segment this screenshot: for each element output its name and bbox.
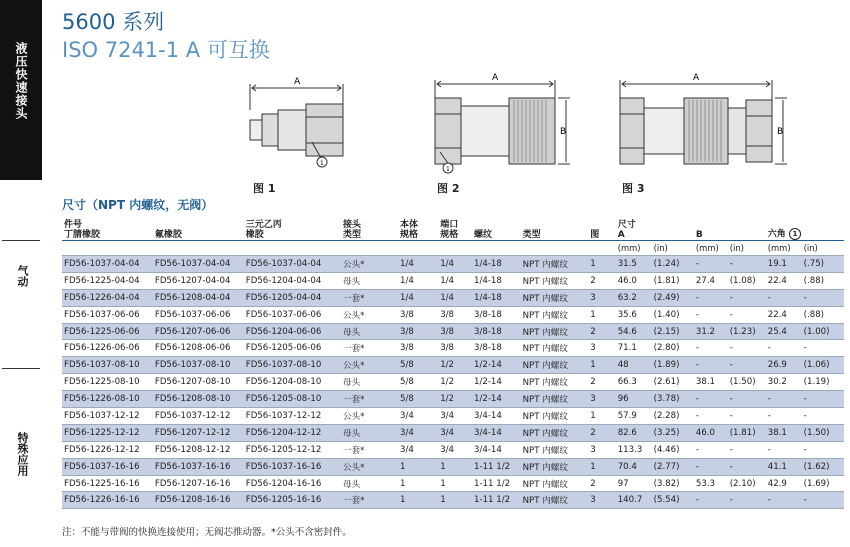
table-cell: - [728, 458, 766, 475]
table-cell: FD56-1208-12-12 [153, 441, 244, 458]
table-cell: 1/2-14 [472, 357, 521, 374]
header-b: B [694, 216, 766, 241]
table-cell: FD56-1226-06-06 [62, 340, 153, 357]
table-row [62, 323, 844, 340]
table-row [62, 357, 844, 374]
table-cell: FD56-1225-04-04 [62, 272, 153, 289]
header-body-size: 本体 规格 [398, 216, 438, 241]
table-cell: 113.3 [616, 441, 652, 458]
table-cell: 2 [588, 475, 615, 492]
table-cell: 5/8 [398, 357, 438, 374]
table-cell: - [728, 357, 766, 374]
table-cell: 25.4 [766, 323, 802, 340]
table-cell: 48 [616, 357, 652, 374]
table-cell: - [694, 458, 728, 475]
dim-b-label: B [560, 127, 567, 137]
table-cell: (3.25) [652, 424, 694, 441]
table-row [62, 374, 844, 391]
callout-number: 1 [320, 160, 324, 167]
table-cell: FD56-1204-04-04 [244, 272, 341, 289]
table-cell: FD56-1037-16-16 [62, 458, 153, 475]
table-cell: (3.82) [652, 475, 694, 492]
header-thread: 螺纹 [472, 216, 521, 241]
table-cell: - [728, 289, 766, 306]
table-cell: - [728, 408, 766, 425]
table-row [62, 475, 844, 492]
figure-1-drawing [240, 70, 390, 175]
table-cell: NPT 内螺纹 [521, 340, 589, 357]
table-cell: FD56-1225-12-12 [62, 424, 153, 441]
table-cell: (2.61) [652, 374, 694, 391]
table-cell: 公头* [341, 408, 398, 425]
table-cell: - [694, 408, 728, 425]
page-subtitle: ISO 7241-1 A 可互换 [62, 38, 270, 62]
table-cell: (2.80) [652, 340, 694, 357]
table-cell: FD56-1226-16-16 [62, 492, 153, 509]
table-cell: FD56-1037-12-12 [153, 408, 244, 425]
table-cell: 1 [588, 357, 615, 374]
table-cell: 2 [588, 374, 615, 391]
table-cell: 70.4 [616, 458, 652, 475]
table-cell: FD56-1037-16-16 [244, 458, 341, 475]
header-part-no: 件号 丁腈橡胶 [62, 216, 153, 241]
table-cell: - [728, 441, 766, 458]
table-cell: 1/4-18 [472, 289, 521, 306]
table-cell: FD56-1207-06-06 [153, 323, 244, 340]
table-cell: FD56-1204-12-12 [244, 424, 341, 441]
table-cell: 1/2-14 [472, 391, 521, 408]
table-cell: (5.54) [652, 492, 694, 509]
table-cell: (1.24) [652, 256, 694, 273]
table-cell: - [802, 289, 844, 306]
table-cell: - [694, 340, 728, 357]
table-cell: FD56-1037-04-04 [62, 256, 153, 273]
table-cell: 母头 [341, 424, 398, 441]
figure-3-label: 图 3 [622, 182, 645, 195]
table-cell: NPT 内螺纹 [521, 424, 589, 441]
header-size-a: 尺寸 A [616, 216, 694, 241]
table-cell: 31.2 [694, 323, 728, 340]
table-cell: 63.2 [616, 289, 652, 306]
table-cell: 一套* [341, 441, 398, 458]
table-cell: 42.9 [766, 475, 802, 492]
table-cell: FD56-1225-08-10 [62, 374, 153, 391]
table-cell: 1/4 [398, 289, 438, 306]
table-cell: 1/4-18 [472, 256, 521, 273]
figure-1-label: 图 1 [253, 182, 276, 195]
side-mid-label: 气动 [16, 265, 29, 287]
table-cell: FD56-1226-12-12 [62, 441, 153, 458]
table-cell: FD56-1037-12-12 [244, 408, 341, 425]
table-cell: FD56-1205-04-04 [244, 289, 341, 306]
table-cell: - [694, 391, 728, 408]
table-cell: 1-11 1/2 [472, 458, 521, 475]
table-cell: 1 [438, 492, 472, 509]
hex-note-icon: 1 [789, 228, 801, 240]
table-cell: 3/4 [398, 408, 438, 425]
table-cell: (1.69) [802, 475, 844, 492]
table-cell: 1/2 [438, 374, 472, 391]
header-fluoro: 氟橡胶 [153, 216, 244, 241]
table-cell: - [802, 408, 844, 425]
table-cell: 2 [588, 424, 615, 441]
table-cell: 41.1 [766, 458, 802, 475]
table-cell: 35.6 [616, 306, 652, 323]
table-cell: 3/4-14 [472, 441, 521, 458]
table-cell: 31.5 [616, 256, 652, 273]
table-cell: - [728, 391, 766, 408]
table-cell: - [694, 492, 728, 509]
table-cell: (1.06) [802, 357, 844, 374]
side-divider [2, 368, 40, 369]
table-cell: (3.78) [652, 391, 694, 408]
table-cell: 一套* [341, 340, 398, 357]
table-cell: 一套* [341, 391, 398, 408]
table-cell: NPT 内螺纹 [521, 374, 589, 391]
table-cell: (2.77) [652, 458, 694, 475]
table-cell: 1/4 [438, 256, 472, 273]
table-cell: FD56-1204-06-06 [244, 323, 341, 340]
table-cell: 1 [588, 458, 615, 475]
table-cell: FD56-1207-08-10 [153, 374, 244, 391]
table-cell: 3/4 [398, 424, 438, 441]
side-top-label: 液压快速接头 [14, 42, 28, 120]
table-row [62, 492, 844, 509]
table-cell: FD56-1037-08-10 [153, 357, 244, 374]
table-cell: - [694, 306, 728, 323]
table-cell: - [766, 340, 802, 357]
table-cell: 1/4 [398, 256, 438, 273]
units-row: (mm) (in) (mm) (in) (mm) (in) [617, 243, 818, 253]
figure-2-drawing [430, 70, 580, 180]
table-cell: 30.2 [766, 374, 802, 391]
figure-2-label: 图 2 [437, 182, 460, 195]
table-cell: 5/8 [398, 391, 438, 408]
table-cell: 1 [438, 475, 472, 492]
table-cell: (.75) [802, 256, 844, 273]
table-cell: (1.23) [728, 323, 766, 340]
table-cell: 1/4 [438, 289, 472, 306]
table-cell: 1 [398, 492, 438, 509]
footnote: 注：不能与带阀的快换连接使用；无阀芯推动器。*公头不含密封件。 [62, 527, 352, 538]
table-cell: 公头* [341, 306, 398, 323]
table-cell: NPT 内螺纹 [521, 441, 589, 458]
table-cell: (2.10) [728, 475, 766, 492]
table-cell: 公头* [341, 256, 398, 273]
table-cell: FD56-1037-04-04 [244, 256, 341, 273]
table-cell: 3 [588, 289, 615, 306]
table-cell: FD56-1037-06-06 [153, 306, 244, 323]
table-cell: 53.3 [694, 475, 728, 492]
side-bottom-label: 特殊应用 [16, 432, 29, 476]
table-cell: 57.9 [616, 408, 652, 425]
table-cell: 3/4 [438, 441, 472, 458]
dim-a-label: A [492, 73, 499, 83]
table-row [62, 256, 844, 273]
table-cell: 公头* [341, 458, 398, 475]
table-cell: NPT 内螺纹 [521, 458, 589, 475]
table-cell: 46.0 [616, 272, 652, 289]
table-cell: NPT 内螺纹 [521, 306, 589, 323]
table-cell: - [802, 340, 844, 357]
table-cell: (2.15) [652, 323, 694, 340]
header-figure: 图 [588, 216, 615, 241]
table-cell: - [694, 289, 728, 306]
table-cell: FD56-1205-08-10 [244, 391, 341, 408]
header-hex: 六角 1 [766, 216, 844, 241]
table-cell: NPT 内螺纹 [521, 323, 589, 340]
table-cell: (1.81) [652, 272, 694, 289]
table-cell: 26.9 [766, 357, 802, 374]
table-cell: 97 [616, 475, 652, 492]
table-cell: - [694, 357, 728, 374]
table-cell: 46.0 [694, 424, 728, 441]
table-cell: (.88) [802, 272, 844, 289]
table-cell: NPT 内螺纹 [521, 357, 589, 374]
callout-number: 1 [446, 166, 450, 173]
table-cell: - [728, 492, 766, 509]
table-cell: 一套* [341, 492, 398, 509]
table-cell: 3/4 [438, 408, 472, 425]
table-cell: 母头 [341, 272, 398, 289]
table-cell: 1/4-18 [472, 272, 521, 289]
section-title: 尺寸（NPT 内螺纹，无阀） [62, 198, 214, 212]
table-row [62, 458, 844, 475]
table-cell: 1/2 [438, 357, 472, 374]
table-cell: (2.49) [652, 289, 694, 306]
table-cell: 3/8 [438, 323, 472, 340]
table-cell: (2.28) [652, 408, 694, 425]
table-cell: 3/8-18 [472, 340, 521, 357]
table-cell: NPT 内螺纹 [521, 272, 589, 289]
table-cell: 母头 [341, 475, 398, 492]
table-cell: 公头* [341, 357, 398, 374]
table-cell: 1 [398, 475, 438, 492]
table-cell: - [728, 256, 766, 273]
table-cell: 1/2-14 [472, 374, 521, 391]
table-cell: NPT 内螺纹 [521, 256, 589, 273]
table-cell: (4.46) [652, 441, 694, 458]
side-black-tab [0, 0, 42, 180]
table-row [62, 272, 844, 289]
table-cell: FD56-1037-04-04 [153, 256, 244, 273]
table-cell: 27.4 [694, 272, 728, 289]
table-row [62, 408, 844, 425]
table-cell: 3/8 [398, 323, 438, 340]
table-cell: FD56-1208-16-16 [153, 492, 244, 509]
table-cell: - [766, 289, 802, 306]
table-cell: FD56-1037-06-06 [62, 306, 153, 323]
table-cell: 3/8 [438, 340, 472, 357]
table-cell: (1.50) [728, 374, 766, 391]
table-cell: - [694, 441, 728, 458]
header-port-size: 端口 规格 [438, 216, 472, 241]
table-cell: 母头 [341, 374, 398, 391]
table-cell: 19.1 [766, 256, 802, 273]
table-cell: FD56-1205-06-06 [244, 340, 341, 357]
table-cell: 140.7 [616, 492, 652, 509]
table-cell: 1-11 1/2 [472, 475, 521, 492]
table-cell: 3/4-14 [472, 424, 521, 441]
table-cell: 3/8 [438, 306, 472, 323]
table-cell: 1 [588, 306, 615, 323]
table-cell: - [766, 441, 802, 458]
table-cell: NPT 内螺纹 [521, 492, 589, 509]
table-cell: FD56-1037-12-12 [62, 408, 153, 425]
dim-b-label: B [777, 127, 784, 137]
table-cell: (1.89) [652, 357, 694, 374]
table-cell: 2 [588, 272, 615, 289]
table-cell: - [694, 256, 728, 273]
table-cell: 1 [588, 256, 615, 273]
table-cell: 1 [588, 408, 615, 425]
table-cell: 3 [588, 340, 615, 357]
table-cell: 1-11 1/2 [472, 492, 521, 509]
table-cell: 96 [616, 391, 652, 408]
table-row [62, 289, 844, 306]
table-cell: FD56-1225-06-06 [62, 323, 153, 340]
table-cell: 71.1 [616, 340, 652, 357]
table-cell: 3/4 [398, 441, 438, 458]
table-cell: - [766, 408, 802, 425]
table-cell: FD56-1037-06-06 [244, 306, 341, 323]
table-cell: - [728, 340, 766, 357]
dim-a-label: A [294, 77, 301, 87]
table-cell: - [802, 441, 844, 458]
table-cell: NPT 内螺纹 [521, 391, 589, 408]
table-cell: 66.3 [616, 374, 652, 391]
table-cell: 3/4 [438, 424, 472, 441]
table-cell: 1 [438, 458, 472, 475]
table-cell: 一套* [341, 289, 398, 306]
table-cell: 82.6 [616, 424, 652, 441]
table-row [62, 340, 844, 357]
table-cell: FD56-1204-08-10 [244, 374, 341, 391]
table-cell: (1.40) [652, 306, 694, 323]
table-cell: 3/8-18 [472, 306, 521, 323]
table-row [62, 424, 844, 441]
table-cell: FD56-1208-08-10 [153, 391, 244, 408]
table-cell: FD56-1225-16-16 [62, 475, 153, 492]
header-thread-type: 类型 [521, 216, 589, 241]
table-cell: - [766, 492, 802, 509]
table-cell: 22.4 [766, 272, 802, 289]
table-cell: (1.19) [802, 374, 844, 391]
table-cell: 5/8 [398, 374, 438, 391]
table-cell: 2 [588, 323, 615, 340]
table-cell: 3/8 [398, 340, 438, 357]
table-cell: 1/2 [438, 391, 472, 408]
table-cell: 1/4 [438, 272, 472, 289]
page-title: 5600 系列 [62, 10, 165, 34]
table-cell: NPT 内螺纹 [521, 408, 589, 425]
table-cell: (1.81) [728, 424, 766, 441]
table-row [62, 306, 844, 323]
table-cell: FD56-1037-08-10 [244, 357, 341, 374]
table-cell: (1.62) [802, 458, 844, 475]
table-cell: (1.08) [728, 272, 766, 289]
table-cell: FD56-1207-12-12 [153, 424, 244, 441]
table-cell: FD56-1204-16-16 [244, 475, 341, 492]
header-epdm: 三元乙丙 橡胶 [244, 216, 341, 241]
dim-a-label: A [693, 73, 700, 83]
table-row [62, 391, 844, 408]
table-cell: (1.50) [802, 424, 844, 441]
table-cell: FD56-1207-16-16 [153, 475, 244, 492]
table-cell: NPT 内螺纹 [521, 289, 589, 306]
table-cell: - [802, 391, 844, 408]
table-cell: 1/4 [398, 272, 438, 289]
figure-3-drawing [615, 70, 790, 180]
table-cell: - [802, 492, 844, 509]
header-type: 接头 类型 [341, 216, 398, 241]
table-cell: 1 [398, 458, 438, 475]
table-cell: FD56-1037-16-16 [153, 458, 244, 475]
table-cell: FD56-1208-04-04 [153, 289, 244, 306]
table-cell: 3 [588, 391, 615, 408]
table-cell: 3/8-18 [472, 323, 521, 340]
table-cell: 54.6 [616, 323, 652, 340]
table-cell: 3 [588, 492, 615, 509]
table-cell: FD56-1205-12-12 [244, 441, 341, 458]
table-cell: 22.4 [766, 306, 802, 323]
table-cell: 3 [588, 441, 615, 458]
table-cell: (1.00) [802, 323, 844, 340]
table-cell: FD56-1226-08-10 [62, 391, 153, 408]
table-cell: NPT 内螺纹 [521, 475, 589, 492]
table-cell: 3/8 [398, 306, 438, 323]
table-cell: 3/4-14 [472, 408, 521, 425]
table-cell: FD56-1037-08-10 [62, 357, 153, 374]
side-divider [2, 240, 40, 241]
table-cell: FD56-1226-04-04 [62, 289, 153, 306]
table-cell: - [766, 391, 802, 408]
table-cell: FD56-1208-06-06 [153, 340, 244, 357]
table-cell: - [728, 306, 766, 323]
table-cell: 38.1 [766, 424, 802, 441]
table-row [62, 441, 844, 458]
side-strip [0, 0, 42, 547]
dimensions-table [62, 216, 844, 509]
table-cell: FD56-1207-04-04 [153, 272, 244, 289]
table-cell: 38.1 [694, 374, 728, 391]
table-cell: FD56-1205-16-16 [244, 492, 341, 509]
table-cell: (.88) [802, 306, 844, 323]
table-cell: 母头 [341, 323, 398, 340]
